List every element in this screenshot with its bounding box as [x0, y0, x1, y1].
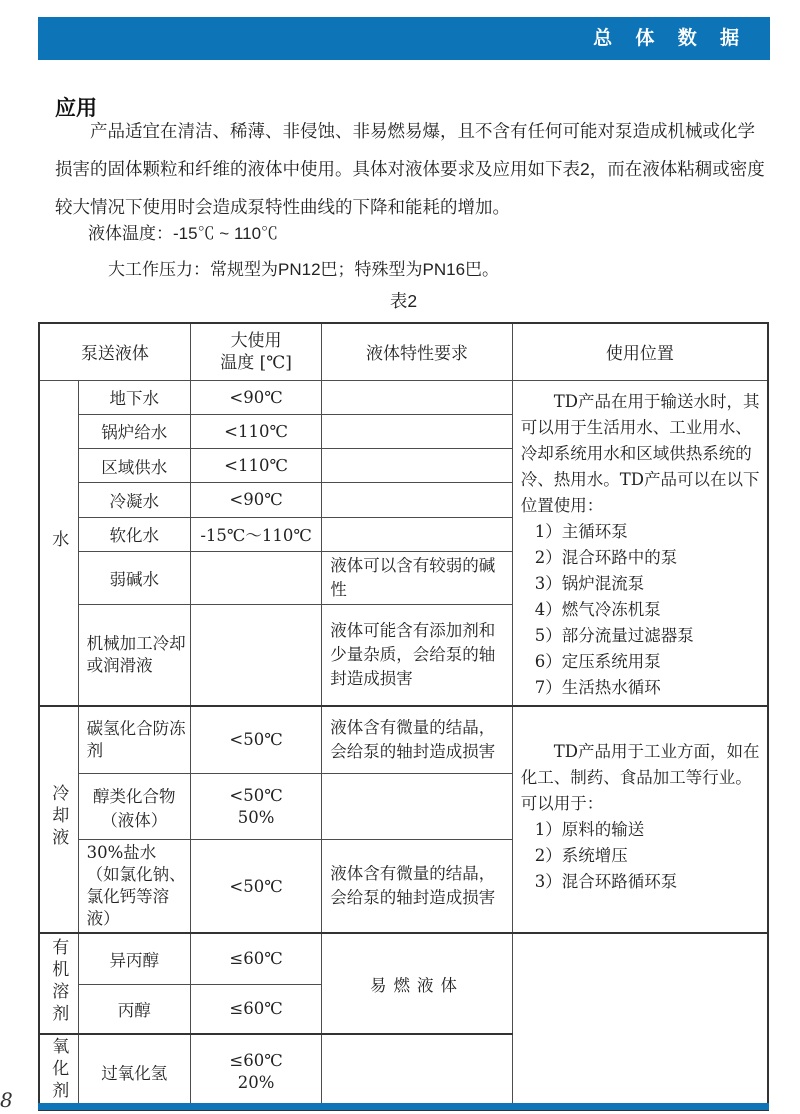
temp-line2: 50%: [237, 807, 275, 827]
table-row: [39, 380, 768, 414]
temp-line1: ≤60℃: [229, 1051, 283, 1070]
usage-water-cell: [512, 380, 768, 706]
liquid-name-cell: 冷凝水: [78, 483, 190, 517]
page-number: 8: [0, 1088, 13, 1112]
temp-cell: <110℃: [190, 414, 321, 448]
header-location: 使用位置: [512, 323, 768, 380]
footer-rule: [38, 1103, 769, 1110]
usage-coolant-item: 2）系统增压: [534, 845, 628, 865]
header-max-temp-line1: 大使用: [230, 330, 282, 351]
temp-line1: <50℃: [229, 785, 283, 805]
table-caption: 表2: [389, 291, 418, 311]
temp-cell: ≤60℃: [190, 984, 321, 1034]
requirement-cell: [322, 774, 513, 840]
temp-cell: <90℃: [190, 483, 321, 517]
usage-water-intro: TD产品在用于输送水时，其可以用于生活用水、工业用水、冷却系统用水和区域供热系统的冷、热用水。TD产品可以在以下位置使用：: [520, 391, 760, 515]
application-paragraph: 产品适宜在清洁、稀薄、非侵蚀、非易燃易爆，且不含有任何可能对泵造成机械或化学损害的固体颗粒和纤维的液体中使用。具体对液体要求及应用如下表2，而在液体粘稠或密度较大情况下使用时会造成泵特性曲线的下降和能耗的增加。: [55, 121, 765, 217]
requirement-cell: [322, 1034, 513, 1110]
temp-cell: <110℃: [190, 449, 321, 483]
table-row: [39, 706, 768, 774]
liquid-name-cell: 醇类化合物（液体）: [78, 774, 190, 840]
usage-water-item: 6）定压系统用泵: [534, 651, 661, 671]
working-pressure-line: 大工作压力：常规型为PN12巴；特殊型为PN16巴。: [108, 260, 500, 279]
application-heading: 应用: [55, 97, 97, 120]
usage-water-item: 1）主循环泵: [534, 521, 628, 541]
temp-cell: -15℃～110℃: [190, 517, 321, 551]
liquid-name-cell: 区域供水: [78, 449, 190, 483]
usage-coolant-cell: [512, 706, 768, 934]
liquid-name-cell: 30%盐水（如氯化钠、氯化钙等溶液）: [78, 840, 190, 934]
requirement-cell: 液体可能含有添加剂和少量杂质，会给泵的轴封造成损害: [322, 605, 513, 706]
header-max-temp: [190, 323, 321, 380]
group-label-organic: 有机溶剂: [39, 933, 78, 1034]
temp-cell: ≤60℃: [190, 933, 321, 984]
temp-cell: [190, 551, 321, 604]
group-label-oxidizer: 氧化剂: [39, 1034, 78, 1110]
liquid-name-cell: 异丙醇: [78, 933, 190, 984]
temp-cell: <50℃: [190, 840, 321, 934]
group-label-coolant: 冷却液: [39, 706, 78, 934]
liquid-name-cell: 过氧化氢: [78, 1034, 190, 1110]
requirement-cell: [322, 483, 513, 517]
liquids-table-wrapper: [38, 322, 769, 1111]
usage-water-item: 7）生活热水循环: [534, 677, 661, 697]
temp-line2: 20%: [237, 1073, 275, 1092]
requirement-cell: 液体含有微量的结晶，会给泵的轴封造成损害: [322, 840, 513, 934]
usage-water-item: 2）混合环路中的泵: [534, 547, 678, 567]
header-pumped-liquid: 泵送液体: [39, 323, 190, 380]
liquid-name-cell: 弱碱水: [78, 551, 190, 604]
requirement-flammable-cell: 易燃液体: [322, 933, 513, 1034]
header-max-temp-line2: 温度 [℃]: [220, 352, 292, 373]
temp-cell: <90℃: [190, 380, 321, 414]
liquid-temperature-line: 液体温度：-15℃ ~ 110℃: [88, 224, 279, 243]
section-banner: [38, 17, 770, 60]
liquid-name-cell: 碳氢化合防冻剂: [78, 706, 190, 774]
group-label-water: 水: [39, 380, 78, 706]
liquid-name-cell: 锅炉给水: [78, 414, 190, 448]
liquid-name-cell: 机械加工冷却或润滑液: [78, 605, 190, 706]
usage-water-item: 5）部分流量过滤器泵: [534, 625, 694, 645]
liquids-table: [38, 322, 769, 1111]
requirement-cell: [322, 414, 513, 448]
usage-water-item: 3）锅炉混流泵: [534, 573, 645, 593]
liquid-name-cell: 地下水: [78, 380, 190, 414]
usage-coolant-intro: TD产品用于工业方面，如在化工、制药、食品加工等行业。可以用于：: [520, 741, 760, 813]
usage-bottom-cell: [512, 933, 768, 1110]
requirement-cell: 液体含有微量的结晶，会给泵的轴封造成损害: [322, 706, 513, 774]
temp-cell: [190, 605, 321, 706]
requirement-cell: [322, 517, 513, 551]
liquid-name-cell: 丙醇: [78, 984, 190, 1034]
usage-coolant-item: 1）原料的输送: [534, 819, 645, 839]
usage-water-item: 4）燃气冷冻机泵: [534, 599, 661, 619]
banner-title: 总 体 数 据: [593, 28, 748, 49]
requirement-cell: [322, 380, 513, 414]
liquid-name-cell: 软化水: [78, 517, 190, 551]
header-requirement: 液体特性要求: [322, 323, 513, 380]
requirement-cell: [322, 449, 513, 483]
temp-cell: [190, 774, 321, 840]
table-row: [39, 933, 768, 984]
table-header-row: [39, 323, 768, 380]
requirement-cell: 液体可以含有较弱的碱性: [322, 551, 513, 604]
usage-coolant-item: 3）混合环路循环泵: [534, 871, 678, 891]
temp-cell: <50℃: [190, 706, 321, 774]
temp-cell: [190, 1034, 321, 1110]
